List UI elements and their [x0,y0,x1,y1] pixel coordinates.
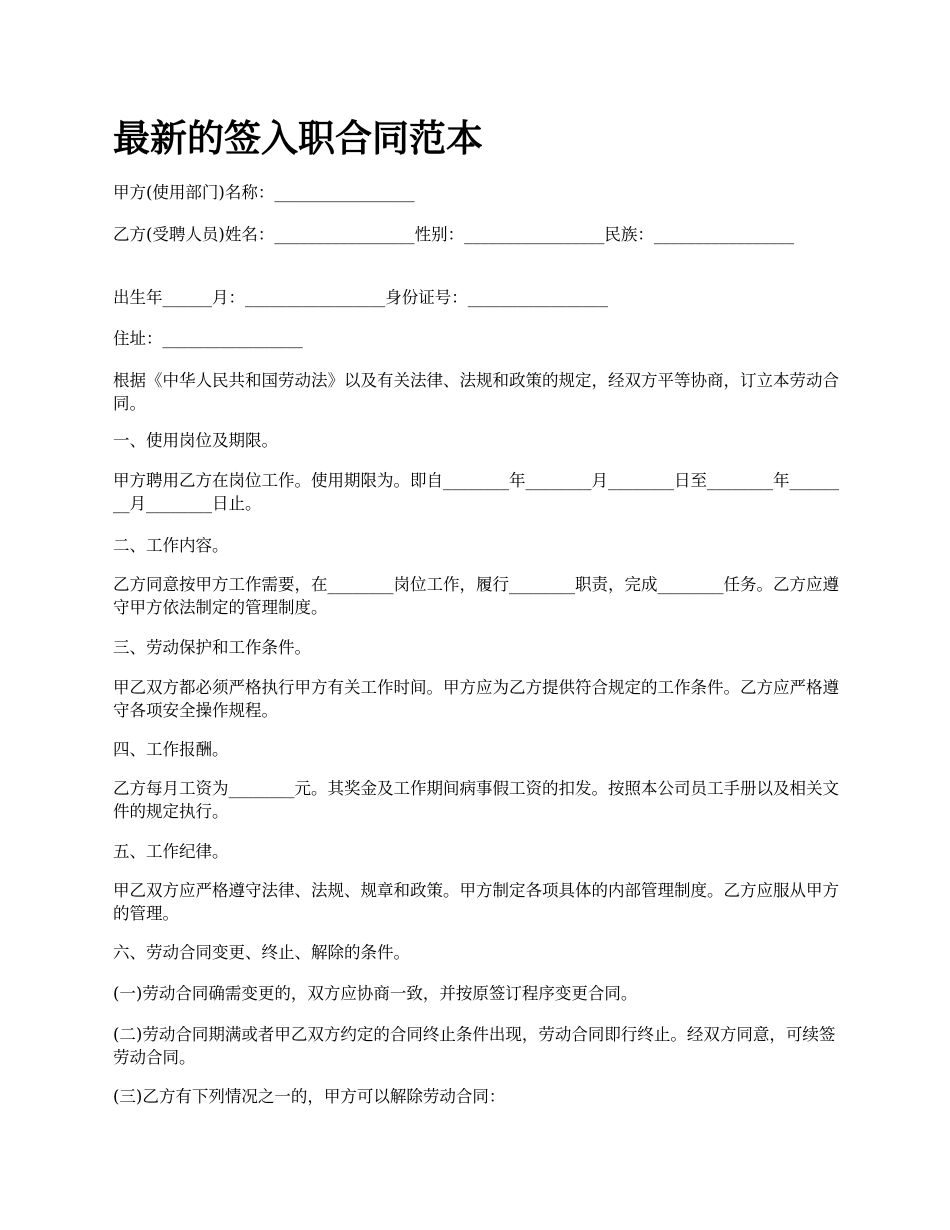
section-heading-4: 四、工作报酬。 [113,740,229,759]
party-b-line: 乙方(受聘人员)姓名：_________________性别：_________________民族：_________________ [113,225,795,244]
section-body-5: 甲乙双方应严格遵守法律、法规、规章和政策。甲方制定各项具体的内部管理制度。乙方应服从甲方的管理。 [113,881,839,923]
party-a-line: 甲方(使用部门)名称：_________________ [113,183,415,202]
section-body-4: 乙方每月工资为________元。其奖金及工作期间病事假工资的扣发。按照本公司员工手册以及相关文件的规定执行。 [113,779,839,821]
clause-2: (二)劳动合同期满或者甲乙双方约定的合同终止条件出现，劳动合同即行终止。经双方同意，可续签劳动合同。 [113,1025,836,1067]
section-body-2: 乙方同意按甲方工作需要，在________岗位工作，履行________职责，完成________任务。乙方应遵守甲方依法制定的管理制度。 [113,575,839,617]
clause-1: (一)劳动合同确需变更的，双方应协商一致，并按原签订程序变更合同。 [113,984,638,1003]
clause-3: (三)乙方有下列情况之一的，甲方可以解除劳动合同： [113,1087,506,1106]
section-heading-5: 五、工作纪律。 [113,842,229,861]
section-heading-1: 一、使用岗位及期限。 [113,431,278,450]
section-heading-2: 二、工作内容。 [113,536,229,555]
birth-id-line: 出生年______月：_________________身份证号：_________________ [113,288,608,307]
preamble-paragraph: 根据《中华人民共和国劳动法》以及有关法律、法规和政策的规定，经双方平等协商，订立本劳动合同。 [113,371,839,413]
address-line: 住址：_________________ [113,329,303,348]
section-heading-3: 三、劳动保护和工作条件。 [113,638,311,657]
document-title: 最新的签入职合同范本 [113,116,483,160]
section-heading-6: 六、劳动合同变更、终止、解除的条件。 [113,943,410,962]
section-body-3: 甲乙双方都必须严格执行甲方有关工作时间。甲方应为乙方提供符合规定的工作条件。乙方应严格遵守各项安全操作规程。 [113,678,839,720]
section-body-1: 甲方聘用乙方在岗位工作。使用期限为。即自________年________月________日至________年________月________日止。 [113,471,839,513]
